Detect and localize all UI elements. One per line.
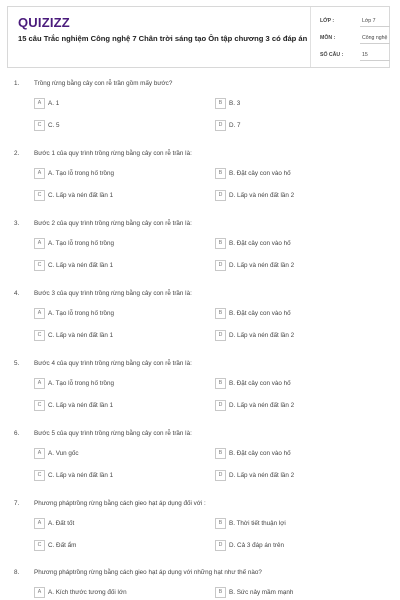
meta-count-label: SỐ CÂU :: [320, 52, 344, 58]
option-letter-box: C: [34, 190, 45, 201]
option-letter-box: C: [34, 120, 45, 131]
option-letter-box: A: [34, 98, 45, 109]
question-text: Phương pháptrồng rừng bằng cách gieo hạt áp dụng đối với :: [34, 500, 206, 507]
option-letter-box: C: [34, 470, 45, 481]
option-text: D. Lấp và nén đất lần 2: [229, 402, 295, 409]
question-number: 1.: [14, 80, 20, 87]
meta-subject-underline: [360, 43, 390, 44]
option-letter-box: B: [215, 308, 226, 319]
option-text: B. Đặt cây con vào hố: [229, 380, 291, 387]
option-text: B. 3: [229, 100, 241, 107]
option-text: D. Lấp và nén đất lần 2: [229, 192, 295, 199]
option-text: D. 7: [229, 122, 241, 129]
option-text: B. Đặt cây con vào hố: [229, 310, 291, 317]
question-text: Phương pháptrồng rừng bằng cách gieo hạt áp dụng với những hạt như thế nào?: [34, 569, 262, 576]
option-text: C. Lấp và nén đất lần 1: [48, 332, 114, 339]
meta-grade-underline: [360, 26, 390, 27]
question-number: 8.: [14, 569, 20, 576]
question-number: 3.: [14, 220, 20, 227]
header-divider: [310, 7, 311, 67]
option-text: D. Lấp và nén đất lần 2: [229, 332, 295, 339]
option-text: C. Lấp và nén đất lần 1: [48, 262, 114, 269]
meta-subject-label: MÔN :: [320, 35, 336, 41]
option-letter-box: C: [34, 540, 45, 551]
page-title: 15 câu Trắc nghiệm Công nghệ 7 Chân trời sáng tạo Ôn tập chương 3 có đáp án: [18, 34, 308, 43]
question-number: 6.: [14, 430, 20, 437]
option-letter-box: A: [34, 238, 45, 249]
option-text: A. Tạo lỗ trong hố trồng: [48, 380, 115, 387]
option-letter-box: C: [34, 400, 45, 411]
meta-grade-label: LỚP :: [320, 18, 335, 24]
question-text: Bước 1 của quy trình trồng rừng bằng cây con rễ trần là:: [34, 150, 192, 157]
option-letter-box: D: [215, 540, 226, 551]
option-letter-box: B: [215, 378, 226, 389]
option-letter-box: D: [215, 190, 226, 201]
option-text: B. Sức nảy mầm mạnh: [229, 589, 294, 596]
option-letter-box: B: [215, 98, 226, 109]
option-text: A. Kích thước tương đối lớn: [48, 589, 127, 596]
option-text: C. Lấp và nén đất lần 1: [48, 192, 114, 199]
option-text: C. Lấp và nén đất lần 1: [48, 402, 114, 409]
option-text: B. Đặt cây con vào hố: [229, 240, 291, 247]
question-text: Trồng rừng bằng cây con rễ trần gồm mấy bước?: [34, 80, 173, 87]
option-text: A. Tạo lỗ trong hố trồng: [48, 240, 115, 247]
option-letter-box: B: [215, 518, 226, 529]
question-text: Bước 5 của quy trình trồng rừng bằng cây con rễ trần là:: [34, 430, 192, 437]
question-number: 7.: [14, 500, 20, 507]
question-number: 5.: [14, 360, 20, 367]
option-text: D. Lấp và nén đất lần 2: [229, 262, 295, 269]
option-letter-box: C: [34, 330, 45, 341]
header-box: [7, 6, 390, 68]
option-text: C. Lấp và nén đất lần 1: [48, 472, 114, 479]
option-letter-box: A: [34, 168, 45, 179]
option-letter-box: A: [34, 378, 45, 389]
question-text: Bước 2 của quy trình trồng rừng bằng cây con rễ trần là:: [34, 220, 192, 227]
meta-subject-value: Công nghệ: [362, 35, 388, 41]
option-text: D. Cả 3 đáp án trên: [229, 542, 284, 549]
option-letter-box: B: [215, 168, 226, 179]
option-text: A. Đất tốt: [48, 520, 75, 527]
question-number: 4.: [14, 290, 20, 297]
option-text: B. Thời tiết thuận lợi: [229, 520, 286, 527]
option-text: A. Tạo lỗ trong hố trồng: [48, 310, 115, 317]
option-letter-box: D: [215, 120, 226, 131]
option-text: D. Lấp và nén đất lần 2: [229, 472, 295, 479]
option-text: A. Tạo lỗ trong hố trồng: [48, 170, 115, 177]
option-letter-box: A: [34, 587, 45, 598]
option-letter-box: A: [34, 448, 45, 459]
option-letter-box: B: [215, 238, 226, 249]
option-letter-box: D: [215, 260, 226, 271]
meta-grade-value: Lớp 7: [362, 18, 376, 24]
option-letter-box: D: [215, 400, 226, 411]
question-number: 2.: [14, 150, 20, 157]
meta-count-value: 15: [362, 52, 368, 58]
question-text: Bước 3 của quy trình trồng rừng bằng cây con rễ trần là:: [34, 290, 192, 297]
option-text: B. Đặt cây con vào hố: [229, 450, 291, 457]
option-text: A. 1: [48, 100, 60, 107]
option-letter-box: C: [34, 260, 45, 271]
question-text: Bước 4 của quy trình trồng rừng bằng cây con rễ trần là:: [34, 360, 192, 367]
meta-count-underline: [360, 60, 390, 61]
option-text: B. Đặt cây con vào hố: [229, 170, 291, 177]
option-text: C. Đất ẩm: [48, 542, 77, 549]
option-letter-box: B: [215, 587, 226, 598]
option-letter-box: D: [215, 470, 226, 481]
option-text: A. Vun gốc: [48, 450, 79, 457]
option-letter-box: A: [34, 518, 45, 529]
option-letter-box: D: [215, 330, 226, 341]
option-text: C. 5: [48, 122, 60, 129]
option-letter-box: A: [34, 308, 45, 319]
quizizz-logo: QUIZIZZ: [18, 15, 70, 30]
option-letter-box: B: [215, 448, 226, 459]
